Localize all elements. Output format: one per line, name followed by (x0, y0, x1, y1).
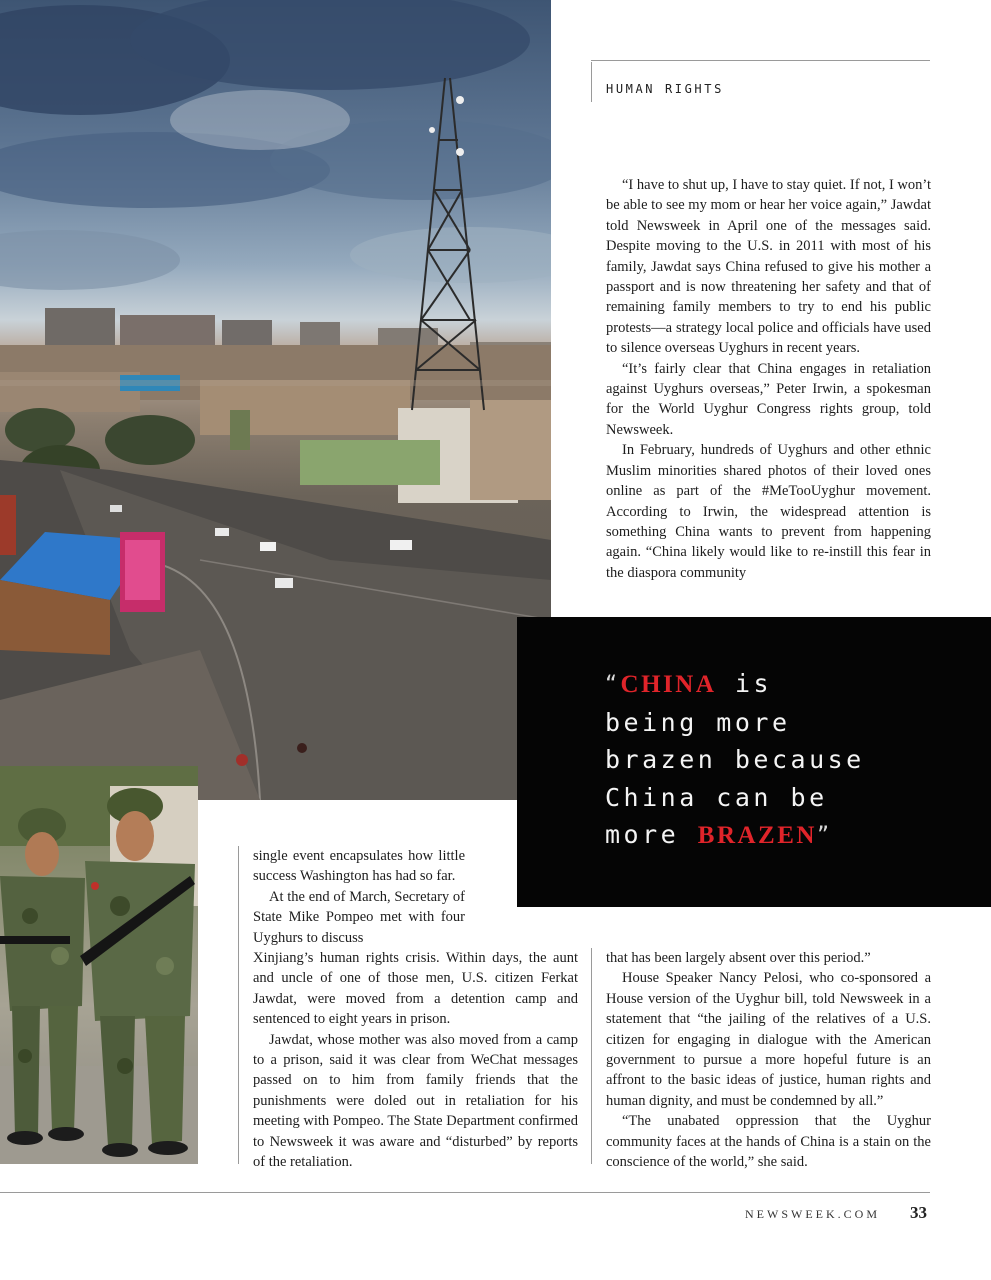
paragraph: Jawdat, whose mother was also moved from a camp to a prison, said it was clear from WeChat messages passed on to him from family friends that the punishments were doled out in retaliation for his meeting with Pompeo. The State Department confirmed to Newsweek it was aware and “disturbed” by reports of the retaliation. (253, 1031, 578, 1171)
open-quote-mark: “ (605, 671, 621, 695)
section-label: HUMAN RIGHTS (606, 82, 724, 96)
footer-rule (0, 1192, 930, 1193)
pull-quote-box (517, 617, 991, 907)
section-divider (591, 62, 592, 102)
article-column-right-top (606, 175, 931, 583)
pull-quote-line1: is (716, 669, 773, 698)
pull-quote-highlight-china: CHINA (620, 671, 717, 698)
paragraph: Xinjiang’s human rights crisis. Within days, the aunt and uncle of one of those men, U.S. citizen Ferkat Jawdat, were moved from a detention camp and sentenced to eight years in prison. (253, 950, 578, 1028)
header-rule (591, 60, 930, 61)
paragraph: that has been largely absent over this period.” (606, 950, 871, 966)
left-column-rule (238, 846, 239, 1164)
soldiers-photo (0, 766, 198, 1164)
pull-quote-line5: more (605, 820, 698, 849)
paragraph: “The unabated oppression that the Uyghur community faces at the hands of China is a stain on the conscience of the world,” she said. (606, 1113, 931, 1171)
paragraph: “I have to shut up, I have to stay quiet. If not, I won’t be able to see my mom or hear her voice again,” Jawdat told Newsweek in April one of the messages said. Despite moving to the U.S. in 2011 with most of his family, Jawdat says China refused to give his mother a passport and is now threatening her safety and that of remaining family members to try to end his public protests—a strategy local police and officials have used to silence overseas Uyghurs in recent years. (606, 177, 931, 357)
paragraph: In February, hundreds of Uyghurs and other ethnic Muslim minorities shared photos of their loved ones online as part of the #MeTooUyghur movement. According to Irwin, the widespread attention is something China wants to prevent from happening again. “China likely would like to re-instill this fear in the diaspora community (606, 442, 931, 581)
footer-site-name: NEWSWEEK.COM (745, 1207, 880, 1221)
article-column-left-wide (253, 948, 578, 1172)
city-photo-illustration (0, 0, 551, 800)
paragraph: single event encapsulates how little success Washington has had so far. (253, 848, 465, 885)
page-number: 33 (910, 1203, 927, 1222)
pull-quote-line2: being more (605, 707, 791, 737)
pull-quote-line4: China can be (605, 782, 828, 812)
right-column-rule (591, 948, 592, 1164)
pull-quote-text (605, 665, 985, 855)
paragraph: House Speaker Nancy Pelosi, who co-sponsored a House version of the Uyghur bill, told Newsweek in a statement that “the jailing of the relatives of a U.S. citizen for engaging in dialogue with the American government to pursue a more hopeful future is an affront to the basic ideas of justice, human rights and human dignity, and must be condemned by all.” (606, 970, 931, 1109)
soldiers-photo-illustration (0, 766, 198, 1164)
paragraph: At the end of March, Secretary of State Mike Pompeo met with four Uyghurs to discuss (253, 888, 465, 946)
pull-quote-line3: brazen because (605, 745, 865, 774)
pull-quote-highlight-brazen: BRAZEN (697, 822, 817, 849)
article-column-right-bottom (606, 948, 931, 1172)
paragraph: “It’s fairly clear that China engages in retaliation against Uyghurs overseas,” Peter Irwin, a spokesman for the World Uyghur Congress rights group, told Newsweek. (606, 360, 931, 438)
city-intersection-photo (0, 0, 551, 800)
article-column-left-narrow (253, 846, 465, 948)
close-quote-mark: ” (816, 822, 833, 846)
